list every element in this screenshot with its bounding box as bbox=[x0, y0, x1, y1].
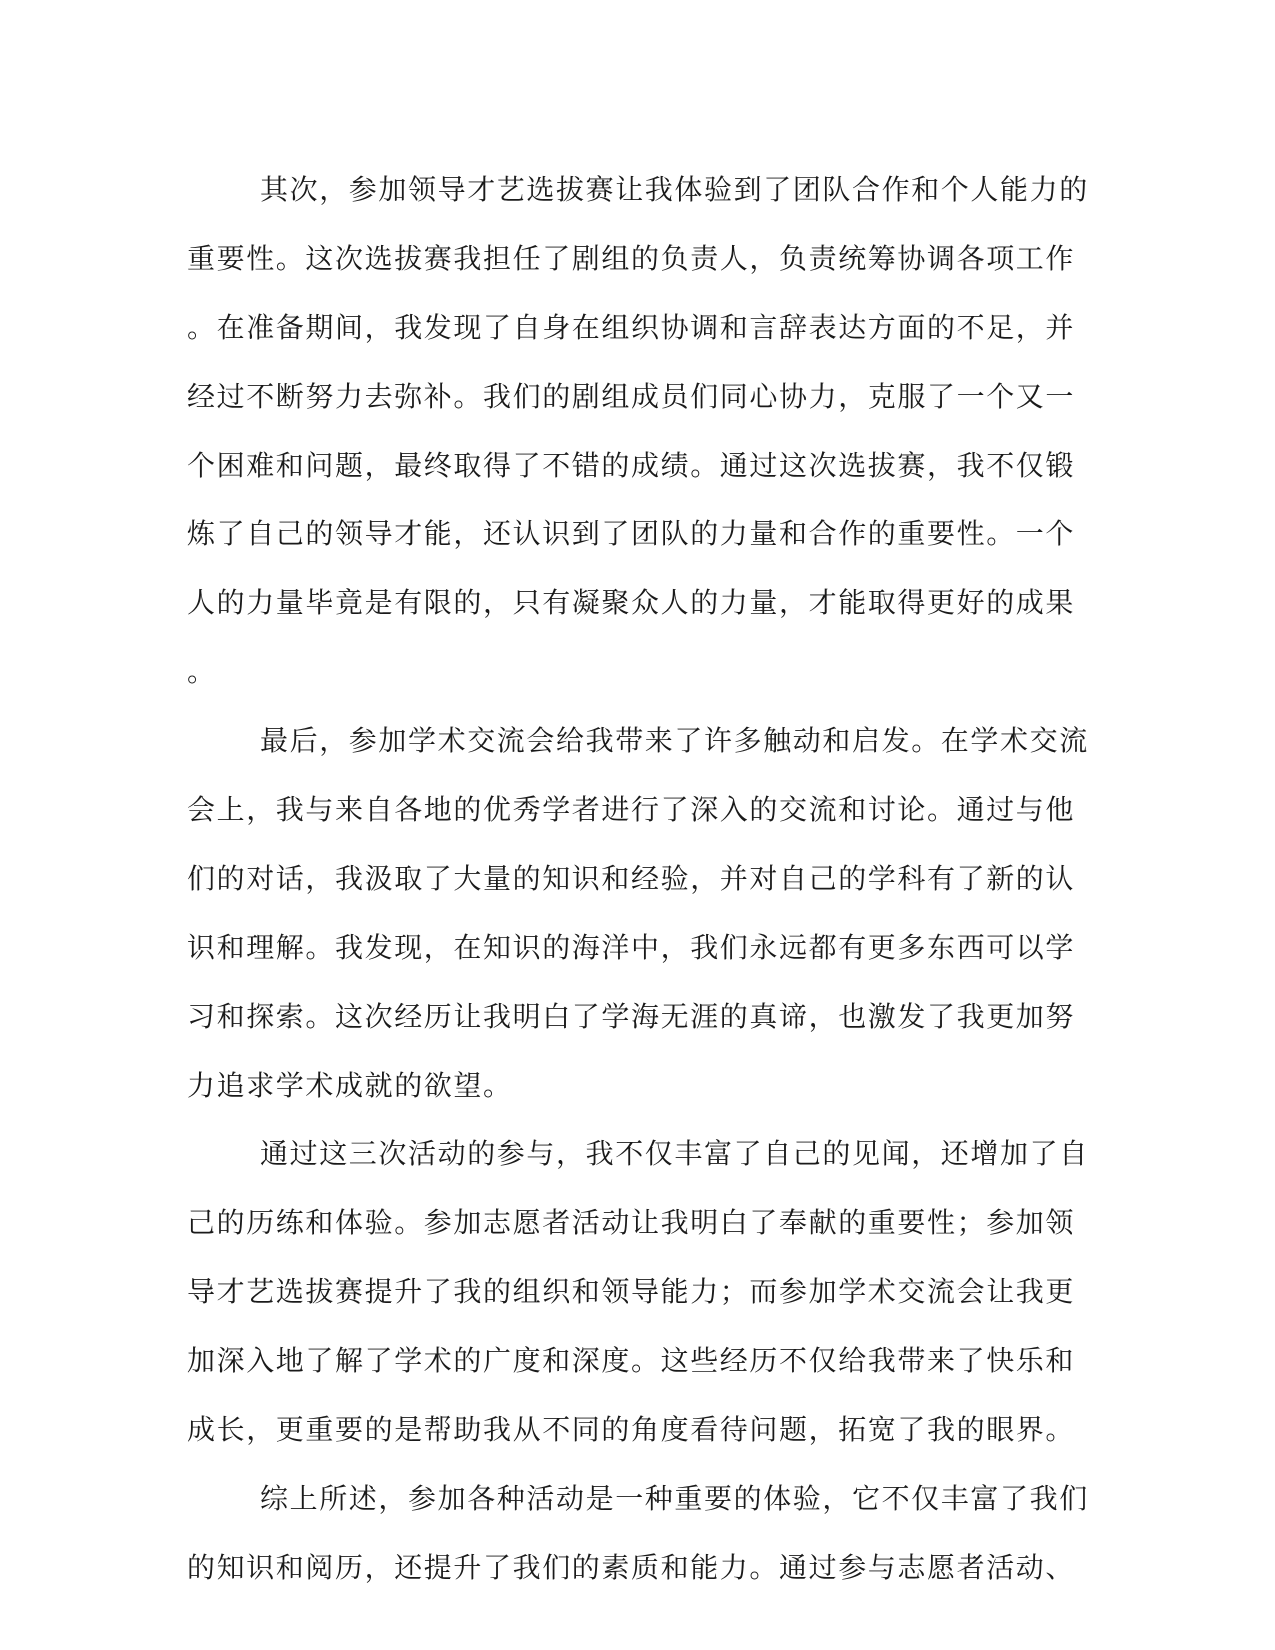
text-line: 己的历练和体验。参加志愿者活动让我明白了奉献的重要性；参加领 bbox=[187, 1206, 1076, 1240]
text-line: 炼了自己的领导才能，还认识到了团队的力量和合作的重要性。一个 bbox=[187, 517, 1076, 551]
text-line: 力追求学术成就的欲望。 bbox=[187, 1068, 513, 1102]
text-line: 综上所述，参加各种活动是一种重要的体验，它不仅丰富了我们 bbox=[260, 1481, 1089, 1515]
text-line: 最后，参加学术交流会给我带来了许多触动和启发。在学术交流 bbox=[260, 724, 1089, 758]
text-line: 个困难和问题，最终取得了不错的成绩。通过这次选拔赛，我不仅锻 bbox=[187, 448, 1076, 482]
text-line: 。 bbox=[187, 655, 217, 689]
text-line: 其次，参加领导才艺选拔赛让我体验到了团队合作和个人能力的 bbox=[260, 173, 1089, 206]
text-line: 。在准备期间，我发现了自身在组织协调和言辞表达方面的不足，并 bbox=[187, 310, 1076, 344]
text-line: 人的力量毕竟是有限的，只有凝聚众人的力量，才能取得更好的成果 bbox=[187, 586, 1076, 620]
text-line: 加深入地了解了学术的广度和深度。这些经历不仅给我带来了快乐和 bbox=[187, 1344, 1076, 1378]
text-line: 成长，更重要的是帮助我从不同的角度看待问题，拓宽了我的眼界。 bbox=[187, 1413, 1076, 1447]
body-text bbox=[187, 156, 1089, 1603]
text-line: 经过不断努力去弥补。我们的剧组成员们同心协力，克服了一个又一 bbox=[187, 379, 1076, 413]
text-line: 习和探索。这次经历让我明白了学海无涯的真谛，也激发了我更加努 bbox=[187, 999, 1076, 1033]
text-line: 识和理解。我发现，在知识的海洋中，我们永远都有更多东西可以学 bbox=[187, 930, 1076, 964]
text-line: 导才艺选拔赛提升了我的组织和领导能力；而参加学术交流会让我更 bbox=[187, 1275, 1076, 1309]
text-line: 通过这三次活动的参与，我不仅丰富了自己的见闻，还增加了自 bbox=[260, 1137, 1089, 1171]
text-line: 重要性。这次选拔赛我担任了剧组的负责人，负责统筹协调各项工作 bbox=[187, 241, 1076, 275]
text-line: 会上，我与来自各地的优秀学者进行了深入的交流和讨论。通过与他 bbox=[187, 793, 1076, 827]
text-line: 的知识和阅历，还提升了我们的素质和能力。通过参与志愿者活动、 bbox=[187, 1550, 1076, 1584]
text-line: 们的对话，我汲取了大量的知识和经验，并对自己的学科有了新的认 bbox=[187, 861, 1076, 895]
